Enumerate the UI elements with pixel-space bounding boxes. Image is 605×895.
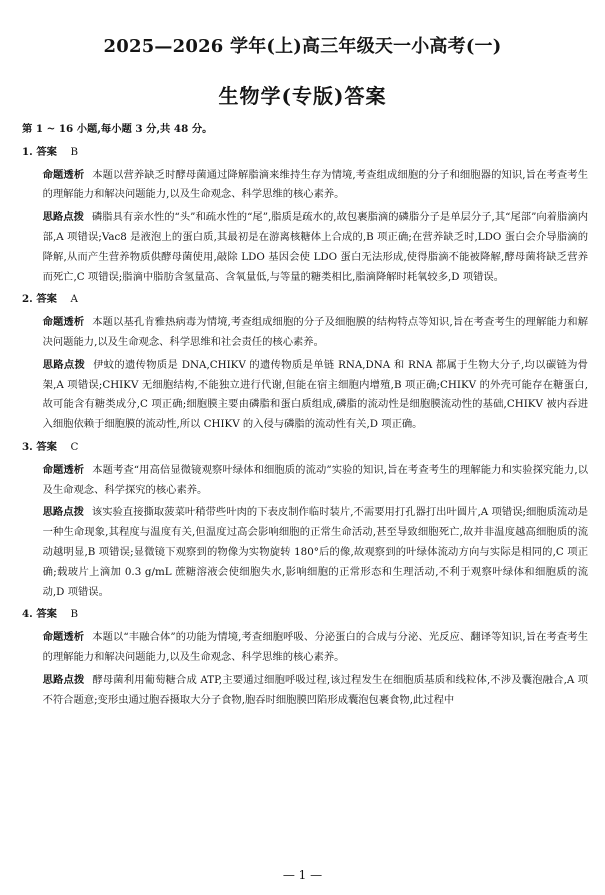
- exam-subtitle: 生物学(专版)答案: [218, 84, 387, 108]
- analysis-label: 命题透析: [42, 631, 85, 644]
- question-header: [22, 438, 588, 458]
- answer-label: 答案: [36, 293, 57, 306]
- question-block-1: [22, 143, 588, 288]
- section-intro: 第 1 ~ 16 小题,每小题 3 分,共 48 分。: [22, 123, 213, 135]
- question-number: 1.: [22, 145, 33, 158]
- idea-paragraph: [22, 671, 588, 711]
- idea-paragraph: [22, 356, 588, 435]
- idea-label: 思路点拨: [42, 673, 85, 686]
- answer-label: 答案: [36, 145, 57, 158]
- answer-value: B: [70, 145, 79, 158]
- idea-text: 伊蚊的遗传物质是 DNA,CHIKV 的遗传物质是单链 RNA,DNA 和 RNA 都属于生物大分子,均以碳链为骨架,A 项错误;CHIKV 无细胞结构,不能独立进行代谢,但能在宿主细胞内增殖,B 项正确;CHIKV 的外壳可能存在糖蛋白,故可能含有糖类成分,C 项正确;细胞膜主要由磷脂和蛋白质组成,磷脂的流动性是细胞膜流动性的基础,CHIKV 被内吞进入细胞依赖于细胞膜的流动性,所以 CHIKV 的入侵与磷脂的流动性有关,D 项正确。: [42, 358, 589, 431]
- answer-value: B: [70, 608, 79, 621]
- analysis-text: 本题以营养缺乏时酵母菌通过降解脂滴来维持生存为情境,考查组成细胞的分子和细胞器的知识,旨在考查考生的理解能力和解决问题能力,以及生命观念、科学思维的核心素养。: [42, 168, 589, 201]
- analysis-paragraph: [22, 313, 588, 353]
- page-number: — 1 —: [282, 868, 323, 882]
- answer-content: [22, 120, 588, 713]
- idea-paragraph: [22, 208, 588, 287]
- idea-paragraph: [22, 503, 588, 602]
- analysis-label: 命题透析: [42, 463, 85, 476]
- question-header: [22, 143, 588, 163]
- exam-title: 2025—2026 学年(上)高三年级天一小高考(一): [103, 36, 502, 57]
- idea-label: 思路点拨: [42, 211, 84, 224]
- analysis-text: 本题以基孔肯雅热病毒为情境,考查组成细胞的分子及细胞膜的结构特点等知识,旨在考查考生的理解能力和解决问题能力,以及生命观念、科学思维和社会责任的核心素养。: [42, 316, 589, 348]
- analysis-label: 命题透析: [42, 168, 85, 181]
- analysis-paragraph: [22, 461, 588, 501]
- answer-label: 答案: [36, 608, 57, 621]
- question-header: [22, 290, 588, 310]
- analysis-text: 本题以“丰融合体”的功能为情境,考查细胞呼吸、分泌蛋白的合成与分泌、光反应、翻译等知识,旨在考查考生的理解能力和解决问题能力,以及生命观念、科学思维的核心素养。: [42, 631, 589, 663]
- question-number: 3.: [22, 440, 33, 453]
- question-block-3: [22, 438, 588, 602]
- idea-label: 思路点拨: [42, 506, 84, 519]
- idea-text: 该实验直接撕取菠菜叶稍带些叶肉的下表皮制作临时装片,不需要用打孔器打出叶圆片,A 项错误;细胞质流动是一种生命现象,其程度与温度有关,但温度过高会影响细胞的正常生命活动,甚至导致细胞死亡,故并非温度越高细胞质的流动越明显,B 项错误;显微镜下观察到的物像为实物旋转 180°后的像,故观察到的叶绿体流动方向与实际是相同的,C 项正确;载玻片上滴加 0.3 g/mL 蔗糖溶液会使细胞失水,影响细胞的正常形态和生理活动,不利于观察叶绿体和细胞质的流动,D 项错误。: [42, 506, 588, 598]
- question-block-2: [22, 290, 588, 435]
- answer-label: 答案: [36, 440, 57, 453]
- question-number: 4.: [22, 608, 33, 621]
- question-number: 2.: [22, 293, 33, 306]
- idea-label: 思路点拨: [42, 358, 86, 371]
- analysis-paragraph: [22, 628, 588, 668]
- answer-value: C: [70, 440, 79, 453]
- question-block-4: [22, 605, 588, 710]
- idea-text: 酵母菌利用葡萄糖合成 ATP,主要通过细胞呼吸过程,该过程发生在细胞质基质和线粒体,不涉及囊泡融合,A 项不符合题意;变形虫通过胞吞摄取大分子食物,胞吞时细胞膜凹陷形成囊泡包裹食物,此过程中: [42, 673, 589, 706]
- answer-value: A: [70, 293, 78, 306]
- analysis-paragraph: [22, 166, 588, 206]
- question-header: [22, 605, 588, 625]
- idea-text: 磷脂具有亲水性的“头”和疏水性的“尾”,脂质是疏水的,故包裹脂滴的磷脂分子是单层分子,其“尾部”向着脂滴内部,A 项错误;Vac8 是液泡上的蛋白质,其最初是在游离核糖体上合成的,B 项正确;在营养缺乏时,LDO 蛋白会介导脂滴的降解,从而产生营养物质供酵母菌使用,敲除 LDO 基因会使 LDO 蛋白无法形成,使得脂滴不能被降解,酵母菌将缺乏营养而死亡,C 项错误;脂滴中脂肪含氢量高、含氧量低,与等量的糖类相比,脂滴降解时耗氧较多,D 项错误。: [42, 211, 589, 283]
- analysis-label: 命题透析: [42, 316, 85, 329]
- analysis-text: 本题考查“用高倍显微镜观察叶绿体和细胞质的流动”实验的知识,旨在考查考生的理解能力和实验探究能力,以及生命观念、科学探究的核心素养。: [42, 463, 589, 496]
